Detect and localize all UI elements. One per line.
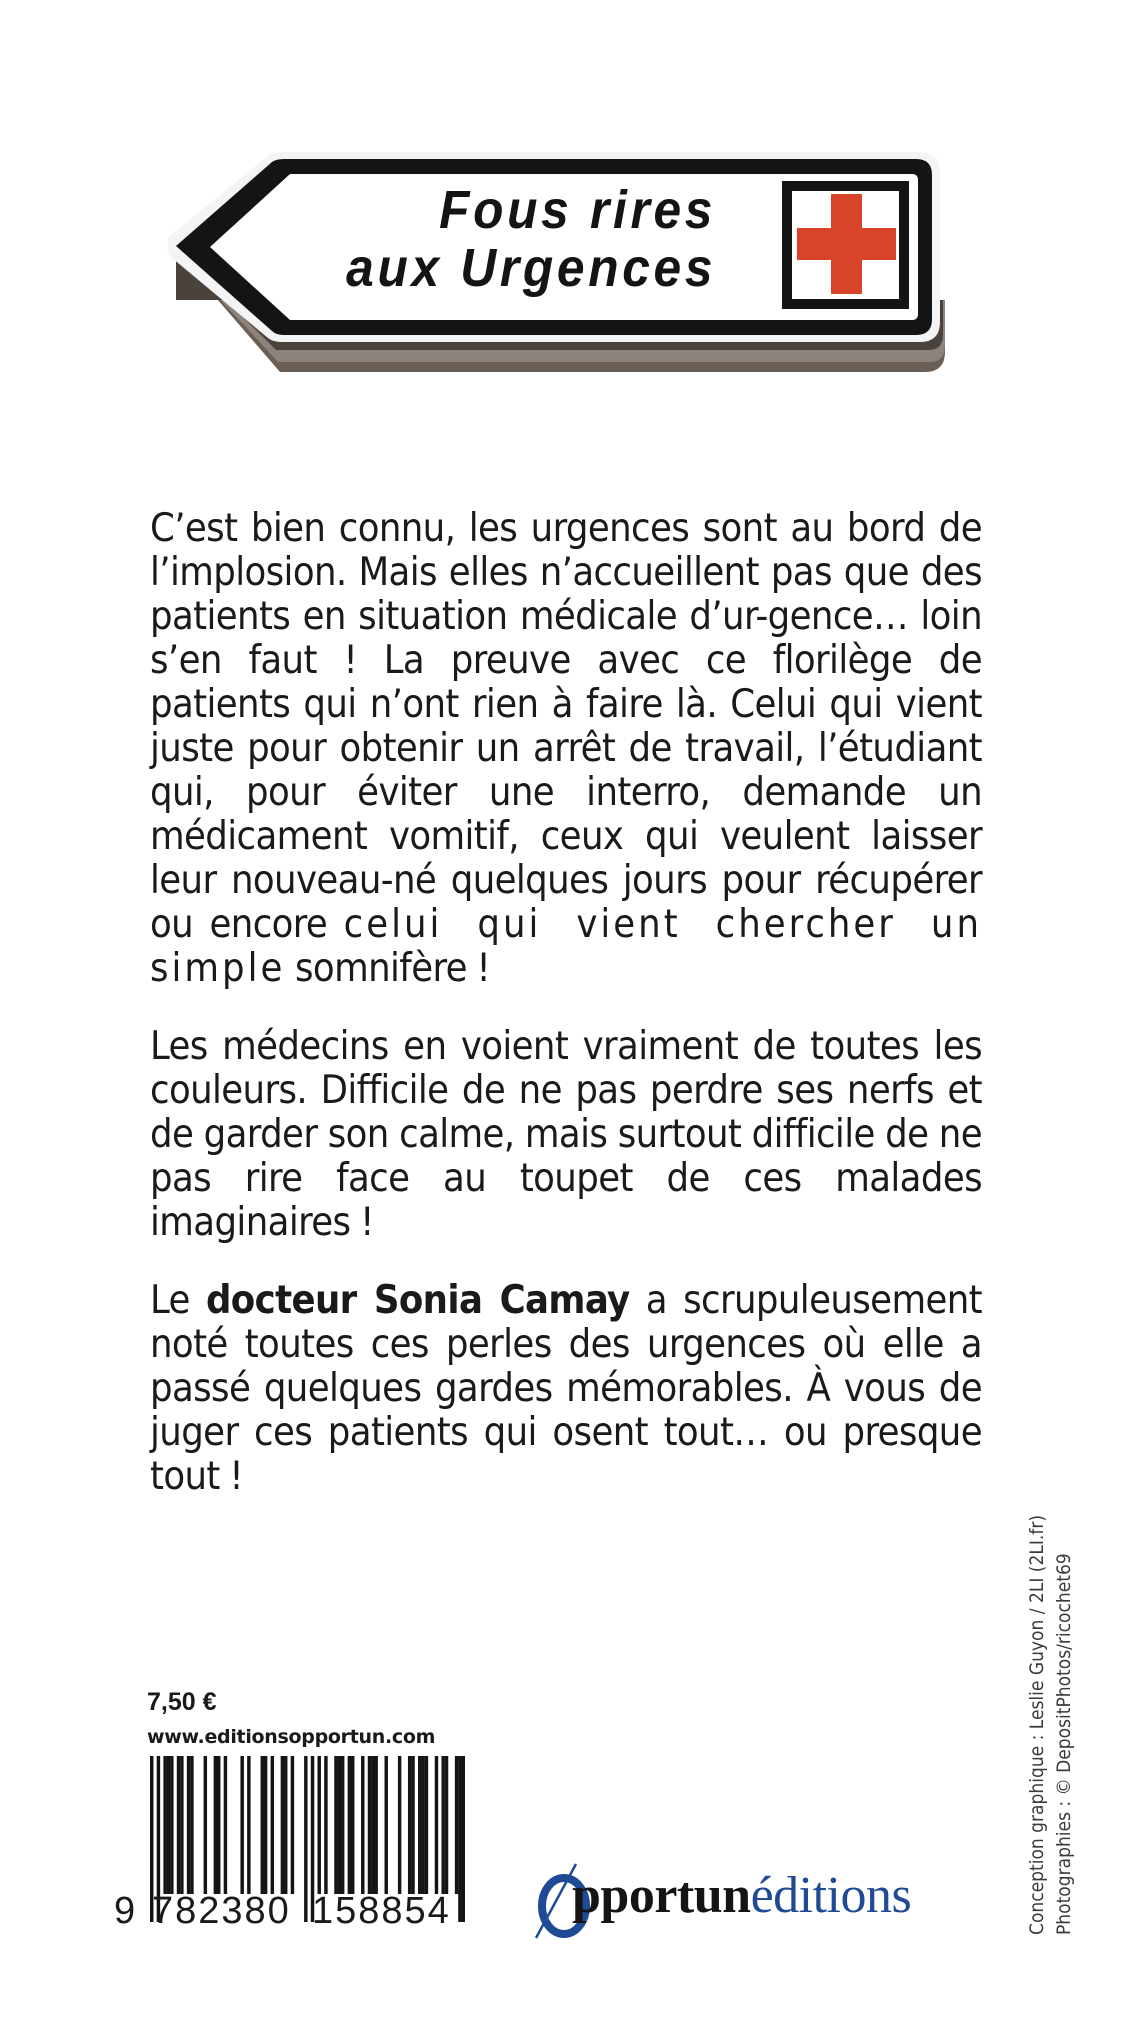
- credits-vertical: [1024, 1335, 1078, 1935]
- blurb-p3-rest: a scrupuleusement noté toutes ces perles des urgences où elle a passé quelques gardes mémorables. À vous de juger ces patients qui osent tout… ou presque tout !: [150, 1277, 983, 1499]
- blurb-paragraph-2: Les médecins en voient vraiment de toutes les couleurs. Difficile de ne pas perdre ses nerfs et de garder son calme, mais surtout difficile de ne pas rire face au toupet de ces malades imaginaires !: [150, 1023, 982, 1245]
- blurb-p1-wide-text: celui qui vient chercher un simple: [150, 901, 982, 991]
- blurb-p3-prefix: Le: [150, 1277, 206, 1323]
- book-title-line2: aux Urgences: [346, 238, 716, 298]
- barcode-group-1: 782380: [152, 1890, 291, 1932]
- logo-wordmark-opportun: pportun: [572, 1867, 751, 1924]
- road-sign-illustration: [0, 0, 1134, 400]
- blurb-paragraph-1: [150, 506, 982, 990]
- isbn-barcode: [112, 1756, 472, 1936]
- logo-wordmark: [572, 1867, 912, 1924]
- book-title-line1: Fous rires: [438, 180, 716, 240]
- back-cover-blurb: [150, 506, 982, 1532]
- publisher-website: www.editionsopportun.com: [147, 1726, 436, 1748]
- barcode-group-2: 158854: [312, 1890, 451, 1932]
- credit-design: Conception graphique : Leslie Guyon / 2LI (2LI.fr): [1026, 1514, 1048, 1935]
- barcode-first-digit: 9: [114, 1890, 137, 1932]
- publisher-logo: [528, 1860, 998, 1940]
- blurb-p1-end-text: somnifère !: [295, 945, 491, 991]
- price-label: 7,50 €: [147, 1688, 217, 1716]
- author-name: docteur Sonia Camay: [205, 1277, 630, 1323]
- logo-wordmark-editions: éditions: [750, 1867, 912, 1924]
- blurb-paragraph-3: [150, 1278, 982, 1498]
- credit-photos: Photographies : © DepositPhotos/ricochet69: [1053, 1553, 1075, 1935]
- blurb-p1-text: C’est bien connu, les urgences sont au bord de l’implosion. Mais elles n’accueillent pas que des patients en situation médicale d’ur-gence… loin s’en faut ! La preuve avec ce florilège de patients qui n’ont rien à faire là. Celui qui vient juste pour obtenir un arrêt de travail, l’étudiant qui, pour éviter une interro, demande un médicament vomitif, ceux qui veulent laisser leur nouveau-né quelques jours pour récupérer ou encore: [150, 505, 982, 947]
